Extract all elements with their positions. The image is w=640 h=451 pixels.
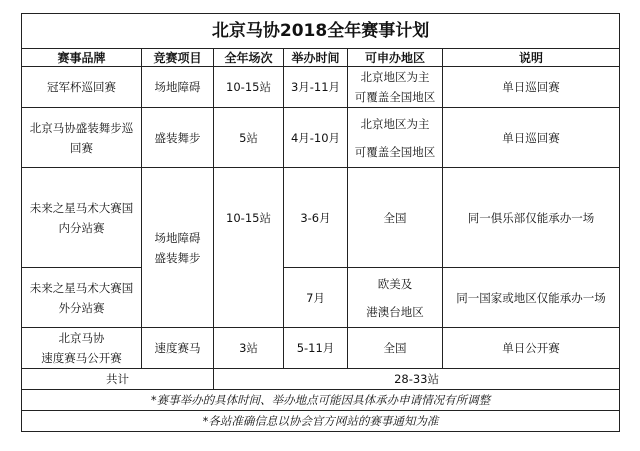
table-row	[22, 108, 620, 168]
cell-note: 同一国家或地区仅能承办一场	[443, 268, 620, 328]
cell-region	[348, 268, 443, 328]
event-line: 场地障碍	[154, 80, 201, 94]
cell-event	[142, 67, 214, 108]
cell-region	[348, 67, 443, 108]
footnote-row	[22, 390, 620, 411]
cell-event	[142, 108, 214, 168]
region-line: 全国	[383, 341, 407, 355]
cell-brand	[22, 168, 142, 268]
header-brand: 赛事品牌	[22, 49, 142, 67]
cell-brand	[22, 268, 142, 328]
cell-time: 3-6月	[284, 168, 348, 268]
cell-region	[348, 328, 443, 369]
header-time: 举办时间	[284, 49, 348, 67]
brand-line: 北京马协	[58, 331, 105, 345]
header-region: 可申办地区	[348, 49, 443, 67]
brand-line: 北京马协盛装舞步巡	[29, 120, 134, 135]
cell-brand	[22, 67, 142, 108]
cell-count: 5站	[214, 108, 284, 168]
region-line: 北京地区为主	[360, 116, 430, 131]
cell-note: 单日巡回赛	[443, 108, 620, 168]
event-line: 盛装舞步	[154, 130, 201, 145]
table-row	[22, 168, 620, 268]
header-row	[22, 49, 620, 67]
region-line: 北京地区为主	[360, 70, 430, 84]
brand-line: 冠军杯巡回赛	[47, 80, 116, 94]
cell-brand	[22, 328, 142, 369]
brand-line: 内分站赛	[58, 220, 105, 235]
brand-line: 回赛	[70, 140, 93, 155]
event-line: 速度赛马	[154, 341, 201, 355]
region-line: 全国	[383, 210, 407, 225]
cell-count-merged: 10-15站	[214, 168, 284, 328]
table-row	[22, 268, 620, 328]
event-line: 场地障碍	[154, 230, 201, 245]
cell-count: 3站	[214, 328, 284, 369]
cell-event-merged	[142, 168, 214, 328]
brand-line: 未来之星马术大赛国	[29, 200, 134, 215]
cell-time: 4月-10月	[284, 108, 348, 168]
cell-note: 单日公开赛	[443, 328, 620, 369]
cell-note: 同一俱乐部仅能承办一场	[443, 168, 620, 268]
brand-line: 外分站赛	[58, 300, 105, 315]
cell-note: 单日巡回赛	[443, 67, 620, 108]
brand-line: 速度赛马公开赛	[41, 351, 122, 365]
cell-time: 5-11月	[284, 328, 348, 369]
table-row	[22, 328, 620, 369]
region-line: 港澳台地区	[366, 304, 424, 319]
total-value: 28-33站	[214, 369, 620, 390]
header-note: 说明	[443, 49, 620, 67]
brand-line: 未来之星马术大赛国	[29, 280, 134, 295]
header-event: 竞赛项目	[142, 49, 214, 67]
cell-time: 3月-11月	[284, 67, 348, 108]
cell-event	[142, 328, 214, 369]
region-line: 可覆盖全国地区	[354, 90, 436, 104]
footnote: *各站准确信息以协会官方网站的赛事通知为准	[22, 411, 620, 432]
cell-region	[348, 108, 443, 168]
region-line: 欧美及	[377, 276, 413, 291]
region-line: 可覆盖全国地区	[354, 144, 436, 159]
cell-count: 10-15站	[214, 67, 284, 108]
footnote: *赛事举办的具体时间、举办地点可能因具体承办申请情况有所调整	[22, 390, 620, 411]
total-row	[22, 369, 620, 390]
cell-time: 7月	[284, 268, 348, 328]
footnote-row	[22, 411, 620, 432]
table-title: 北京马协2018全年赛事计划	[22, 14, 620, 49]
header-count: 全年场次	[214, 49, 284, 67]
total-label: 共计	[22, 369, 214, 390]
table-row	[22, 67, 620, 108]
event-line: 盛装舞步	[154, 250, 201, 265]
schedule-table	[21, 13, 620, 432]
cell-brand	[22, 108, 142, 168]
cell-region	[348, 168, 443, 268]
